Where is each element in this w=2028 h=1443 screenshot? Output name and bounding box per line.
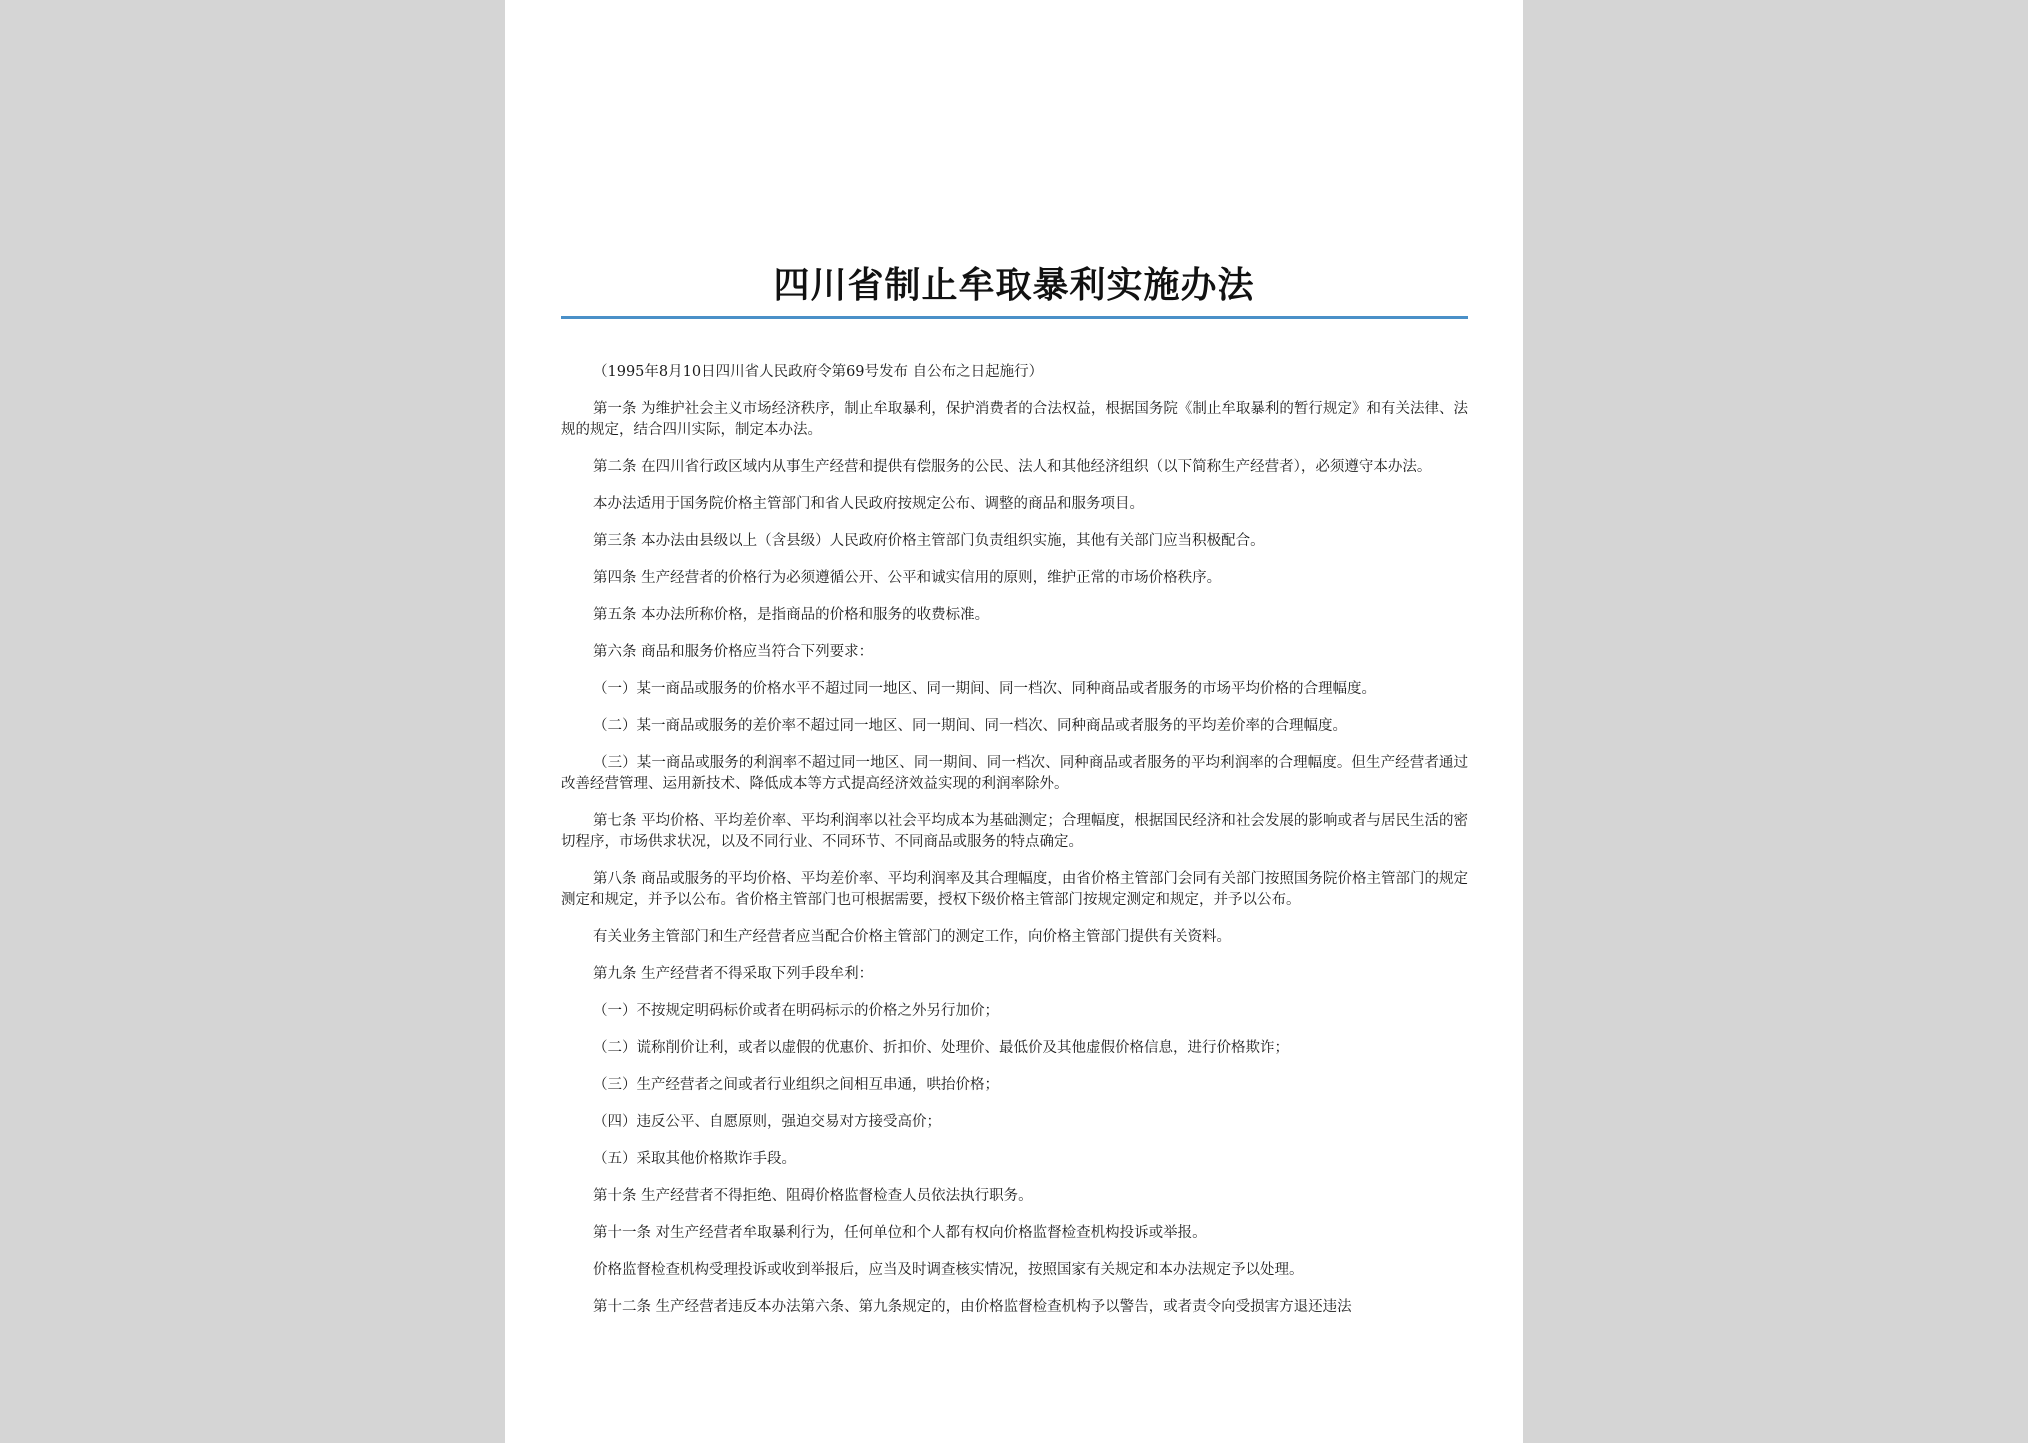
article-9-item-4: （四）违反公平、自愿原则，强迫交易对方接受高价； [593,1114,941,1130]
article-4: 第四条 生产经营者的价格行为必须遵循公开、公平和诚实信用的原则，维护正常的市场价格秩序。 [593,570,1222,586]
article-5: 第五条 本办法所称价格，是指商品的价格和服务的收费标准。 [593,607,990,623]
article-11-handling: 价格监督检查机构受理投诉或收到举报后，应当及时调查核实情况，按照国家有关规定和本办法规定予以处理。 [593,1262,1304,1278]
article-9: 第九条 生产经营者不得采取下列手段牟利： [593,966,874,982]
article-9-item-1: （一）不按规定明码标价或者在明码标示的价格之外另行加价； [593,1003,999,1019]
article-8-cooperation: 有关业务主管部门和生产经营者应当配合价格主管部门的测定工作，向价格主管部门提供有关资料。 [593,929,1231,945]
article-9-item-5: （五）采取其他价格欺诈手段。 [593,1151,796,1167]
article-6: 第六条 商品和服务价格应当符合下列要求： [593,644,874,660]
article-6-item-3: （三）某一商品或服务的利润率不超过同一地区、同一期间、同一档次、同种商品或者服务的平均利润率的合理幅度。但生产经营者通过改善经营管理、运用新技术、降低成本等方式提高经济效益实现的利润率除外。 [561,755,1468,792]
promulgation-note: （1995年8月10日四川省人民政府令第69号发布 自公布之日起施行） [593,364,1044,380]
article-9-item-2: （二）谎称削价让利，或者以虚假的优惠价、折扣价、处理价、最低价及其他虚假价格信息，进行价格欺诈； [593,1040,1289,1056]
article-6-item-2: （二）某一商品或服务的差价率不超过同一地区、同一期间、同一档次、同种商品或者服务的平均差价率的合理幅度。 [593,718,1347,734]
article-7: 第七条 平均价格、平均差价率、平均利润率以社会平均成本为基础测定；合理幅度，根据国民经济和社会发展的影响或者与居民生活的密切程序，市场供求状况，以及不同行业、不同环节、不同商品或服务的特点确定。 [561,813,1468,850]
article-12: 第十二条 生产经营者违反本办法第六条、第九条规定的，由价格监督检查机构予以警告，或者责令向受损害方退还违法 [593,1299,1352,1315]
document-page [505,0,1523,1443]
document-body [561,362,1468,1334]
article-6-item-1: （一）某一商品或服务的价格水平不超过同一地区、同一期间、同一档次、同种商品或者服务的市场平均价格的合理幅度。 [593,681,1376,697]
article-2-scope: 本办法适用于国务院价格主管部门和省人民政府按规定公布、调整的商品和服务项目。 [593,496,1144,512]
document-title: 四川省制止牟取暴利实施办法 [773,265,1255,306]
title-divider [561,316,1468,319]
article-2: 第二条 在四川省行政区域内从事生产经营和提供有偿服务的公民、法人和其他经济组织（以下简称生产经营者），必须遵守本办法。 [593,459,1432,475]
article-11: 第十一条 对生产经营者牟取暴利行为，任何单位和个人都有权向价格监督检查机构投诉或举报。 [593,1225,1207,1241]
article-3: 第三条 本办法由县级以上（含县级）人民政府价格主管部门负责组织实施，其他有关部门应当积极配合。 [593,533,1265,549]
article-1: 第一条 为维护社会主义市场经济秩序，制止牟取暴利，保护消费者的合法权益，根据国务院《制止牟取暴利的暂行规定》和有关法律、法规的规定，结合四川实际，制定本办法。 [561,401,1468,438]
article-10: 第十条 生产经营者不得拒绝、阻碍价格监督检查人员依法执行职务。 [593,1188,1033,1204]
article-8: 第八条 商品或服务的平均价格、平均差价率、平均利润率及其合理幅度，由省价格主管部门会同有关部门按照国务院价格主管部门的规定测定和规定，并予以公布。省价格主管部门也可根据需要，授权下级价格主管部门按规定测定和规定，并予以公布。 [561,871,1468,908]
article-9-item-3: （三）生产经营者之间或者行业组织之间相互串通，哄抬价格； [593,1077,999,1093]
